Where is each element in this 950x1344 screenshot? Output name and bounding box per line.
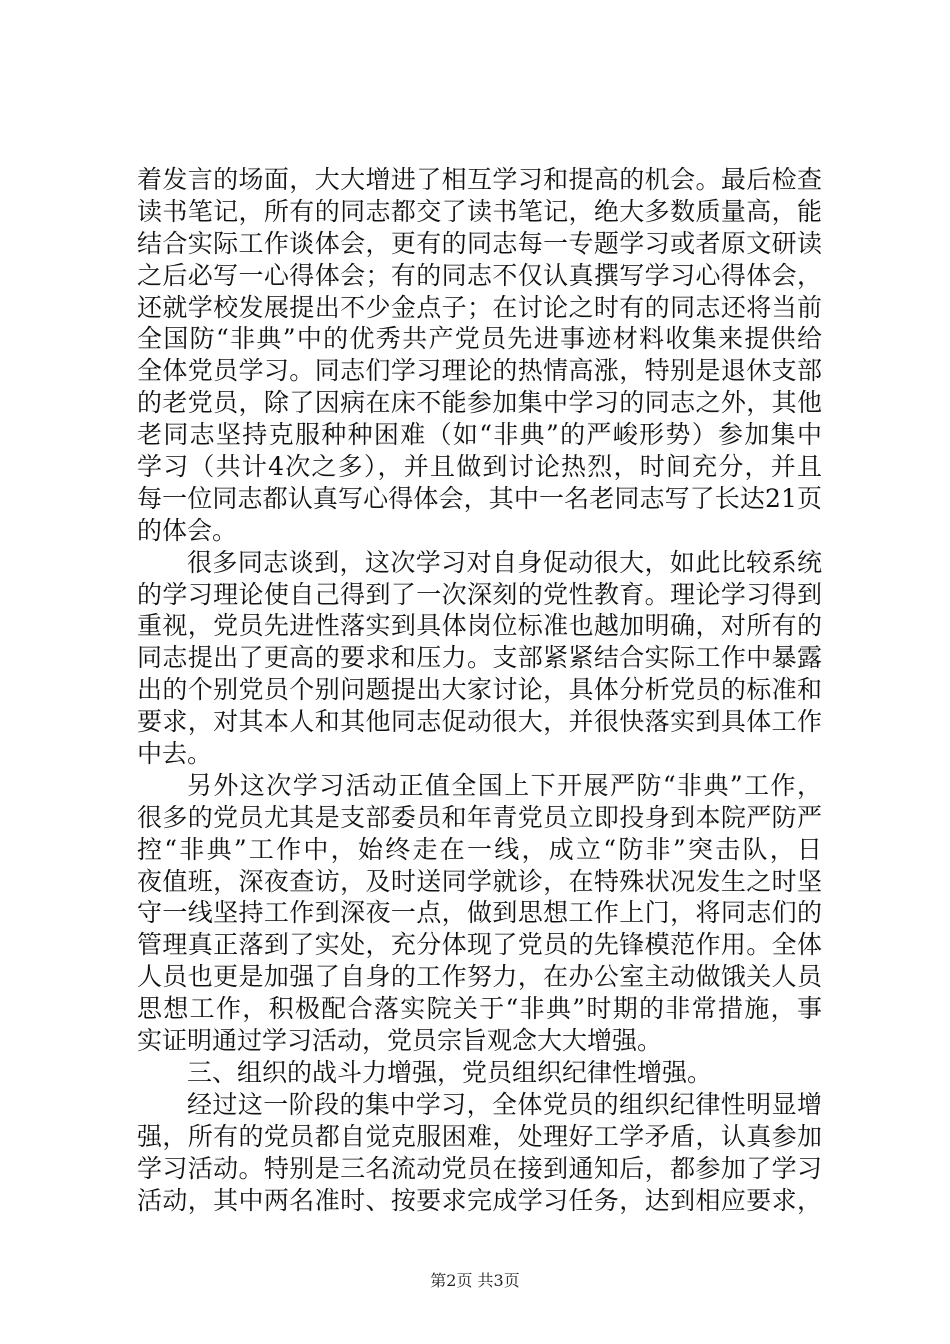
text-line: 全国防“非典”中的优秀共产党员先进事迹材料收集来提供给 — [137, 324, 822, 354]
text-line: 重视，党员先进性落实到具体岗位标准也越加明确，对所有的 — [137, 611, 822, 641]
text-line: 每一位同志都认真写心得体会，其中一名老同志写了长达21页 — [137, 483, 822, 513]
page-footer: 第2页 共3页 — [430, 1271, 520, 1290]
text-line: 经过这一阶段的集中学习，全体党员的组织纪律性明显增 — [187, 1089, 822, 1119]
text-line: 守一线坚持工作到深夜一点，做到思想工作上门，将同志们的 — [137, 898, 822, 928]
text-line: 的学习理论使自己得到了一次深刻的党性教育。理论学习得到 — [137, 579, 822, 609]
text-line: 三、组织的战斗力增强，党员组织纪律性增强。 — [187, 1057, 713, 1087]
body-text — [137, 164, 822, 1216]
text-line: 出的个别党员个别问题提出大家讨论，具体分析党员的标准和 — [137, 675, 822, 705]
text-line: 中去。 — [137, 739, 213, 769]
text-line: 活动，其中两名准时、按要求完成学习任务，达到相应要求， — [137, 1185, 822, 1215]
text-line: 还就学校发展提出不少金点子；在讨论之时有的同志还将当前 — [137, 292, 822, 322]
text-line: 管理真正落到了实处，充分体现了党员的先锋模范作用。全体 — [137, 930, 822, 960]
text-line: 人员也更是加强了自身的工作努力，在办公室主动做饿关人员 — [137, 962, 822, 992]
text-line: 很多同志谈到，这次学习对自身促动很大，如此比较系统 — [187, 547, 822, 577]
text-line: 的老党员，除了因病在床不能参加集中学习的同志之外，其他 — [137, 388, 822, 418]
text-line: 很多的党员尤其是支部委员和年青党员立即投身到本院严防严 — [137, 802, 822, 832]
text-line: 夜值班，深夜查访，及时送同学就诊，在特殊状况发生之时坚 — [137, 866, 822, 896]
text-line: 之后必写一心得体会；有的同志不仅认真撰写学习心得体会， — [137, 260, 822, 290]
text-line: 另外这次学习活动正值全国上下开展严防“非典”工作， — [187, 770, 822, 800]
text-line: 全体党员学习。同志们学习理论的热情高涨，特别是退休支部 — [137, 356, 822, 386]
text-line: 着发言的场面，大大增进了相互学习和提高的机会。最后检查 — [137, 165, 822, 194]
text-line: 老同志坚持克服种种困难（如“非典”的严峻形势）参加集中 — [137, 420, 822, 450]
text-line: 强，所有的党员都自觉克服困难，处理好工学矛盾，认真参加 — [137, 1121, 822, 1151]
text-line: 的体会。 — [137, 515, 238, 545]
text-line: 学习（共计4次之多），并且做到讨论热烈，时间充分，并且 — [137, 452, 822, 482]
text-line: 控“非典”工作中，始终走在一线，成立“防非”突击队，日 — [137, 834, 822, 864]
text-line: 学习活动。特别是三名流动党员在接到通知后，都参加了学习 — [137, 1153, 822, 1183]
text-line: 要求，对其本人和其他同志促动很大，并很快落实到具体工作 — [137, 707, 822, 737]
text-line: 读书笔记，所有的同志都交了读书笔记，绝大多数质量高，能 — [137, 196, 822, 226]
text-line: 思想工作，积极配合落实院关于“非典”时期的非常措施，事 — [137, 994, 822, 1024]
text-line: 同志提出了更高的要求和压力。支部紧紧结合实际工作中暴露 — [137, 643, 822, 673]
text-line: 结合实际工作谈体会，更有的同志每一专题学习或者原文研读 — [137, 228, 822, 258]
text-line: 实证明通过学习活动，党员宗旨观念大大增强。 — [137, 1026, 663, 1056]
